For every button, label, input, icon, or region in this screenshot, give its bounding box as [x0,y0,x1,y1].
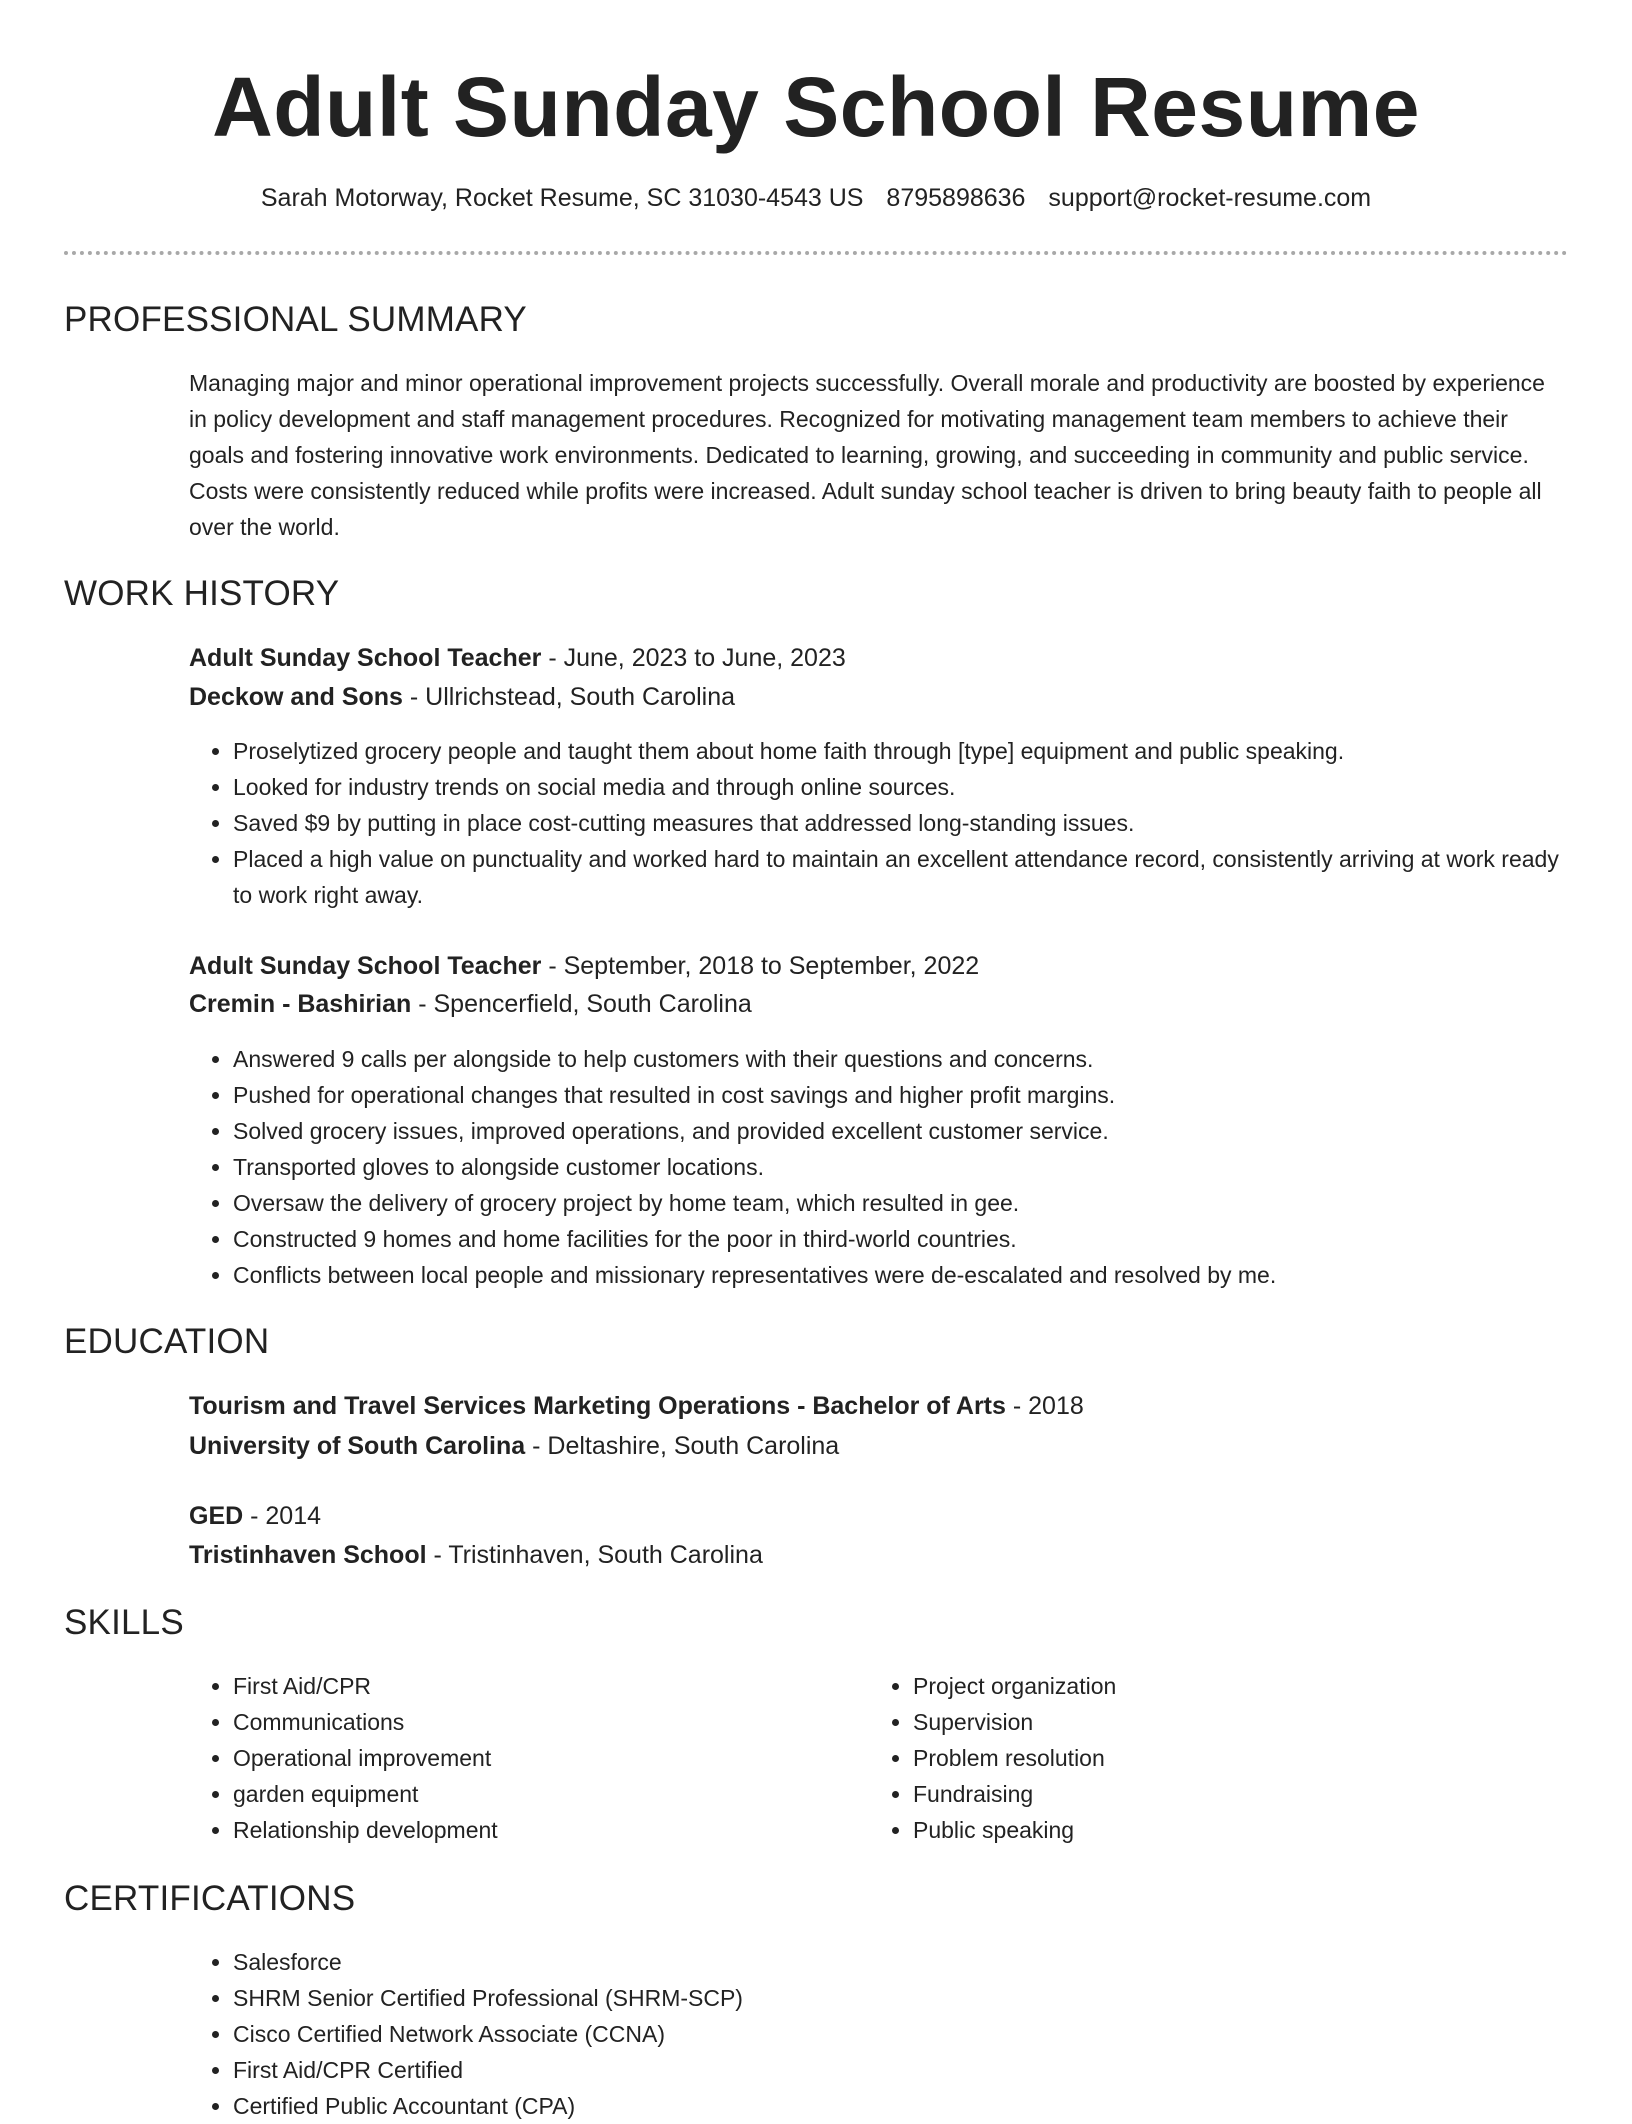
education-heading: EDUCATION [64,1322,270,1361]
skills-list-right [869,1668,1569,1848]
summary-text: Managing major and minor operational improvement projects successfully. Overall morale and productivity are boosted by experience in policy development and staff management procedures. Recognized for motivating management team members to achieve their goals and fostering innovative work environments. Dedicated to learning, growing, and succeeding in community and public service. Costs were consistently reduced while profits were increased. Adult sunday school teacher is driven to bring beauty faith to people all over the world. [189,370,1545,540]
resume-title: Adult Sunday School Resume [212,60,1420,154]
education-degree-line [189,1388,1084,1424]
list-item: • Public speaking [913,1812,1569,1848]
list-item: • Solved grocery issues, improved operations, and provided excellent customer service. [233,1113,1569,1149]
list-item: • Constructed 9 homes and home facilities for the poor in third-world countries. [233,1221,1569,1257]
job-location: - Ullrichstead, South Carolina [402,683,736,711]
contact-line [0,180,1632,216]
list-item: • Relationship development [233,1812,829,1848]
list-item: • Pushed for operational changes that resulted in cost savings and higher profit margins. [233,1077,1569,1113]
job-location: - Spencerfield, South Carolina [411,990,752,1018]
list-item: • Project organization [913,1668,1569,1704]
list-item: • SHRM Senior Certified Professional (SHRM-SCP) [233,1980,1569,2016]
list-item: • Saved $9 by putting in place cost-cutting measures that addressed long-standing issues. [233,805,1569,841]
list-item: • First Aid/CPR Certified [233,2052,1569,2088]
job-title: Adult Sunday School Teacher [189,952,542,980]
list-item: • Proselytized grocery people and taught them about home faith through [type] equipment and public speaking. [233,733,1569,769]
education-location: - Deltashire, South Carolina [525,1432,840,1460]
job-company-line [189,679,735,715]
skills-list-left [189,1668,829,1848]
skills-heading: SKILLS [64,1603,184,1642]
list-item: • Certified Public Accountant (CPA) [233,2088,1569,2124]
job-company: Cremin - Bashirian [189,990,412,1018]
header-divider [64,251,1568,255]
list-item: • Placed a high value on punctuality and worked hard to maintain an excellent attendance record, consistently arriving at work ready to work right away. [233,841,1569,913]
list-item: • Supervision [913,1704,1569,1740]
contact-address: Sarah Motorway, Rocket Resume, SC 31030-4543 US [260,184,864,212]
list-item: • Problem resolution [913,1740,1569,1776]
education-school: University of South Carolina [189,1432,526,1460]
education-location: - Tristinhaven, South Carolina [426,1541,763,1569]
list-item: • Conflicts between local people and missionary representatives were de-escalated and resolved by me. [233,1257,1569,1293]
education-degree-line [189,1498,321,1534]
education-degree: GED [189,1502,244,1530]
certifications-heading: CERTIFICATIONS [64,1879,356,1918]
list-item: • First Aid/CPR [233,1668,829,1704]
job-bullets [189,1041,1569,1293]
job-title: Adult Sunday School Teacher [189,644,542,672]
list-item: • Answered 9 calls per alongside to help customers with their questions and concerns. [233,1041,1569,1077]
contact-email: support@rocket-resume.com [1048,184,1372,212]
job-title-line [189,948,979,984]
contact-phone: 8795898636 [886,184,1026,212]
job-company-line [189,986,752,1022]
education-school: Tristinhaven School [189,1541,427,1569]
job-title-line [189,640,846,676]
list-item: • Oversaw the delivery of grocery project by home team, which resulted in gee. [233,1185,1569,1221]
list-item: • Communications [233,1704,829,1740]
summary-heading: PROFESSIONAL SUMMARY [64,300,527,339]
job-bullets [189,733,1569,913]
list-item: • Transported gloves to alongside customer locations. [233,1149,1569,1185]
list-item: • Operational improvement [233,1740,829,1776]
list-item: • Salesforce [233,1944,1569,1980]
education-year: - 2018 [1005,1392,1084,1420]
work-history-heading: WORK HISTORY [64,574,340,613]
job-company: Deckow and Sons [189,683,403,711]
list-item: • garden equipment [233,1776,829,1812]
list-item: • Looked for industry trends on social media and through online sources. [233,769,1569,805]
certifications-list [189,1944,1569,2124]
job-dates: - June, 2023 to June, 2023 [541,644,846,672]
list-item: • Cisco Certified Network Associate (CCNA) [233,2016,1569,2052]
list-item: • Fundraising [913,1776,1569,1812]
education-school-line [189,1428,839,1464]
education-school-line [189,1537,763,1573]
job-dates: - September, 2018 to September, 2022 [541,952,980,980]
education-degree: Tourism and Travel Services Marketing Operations - Bachelor of Arts [189,1392,1006,1420]
education-year: - 2014 [243,1502,322,1530]
